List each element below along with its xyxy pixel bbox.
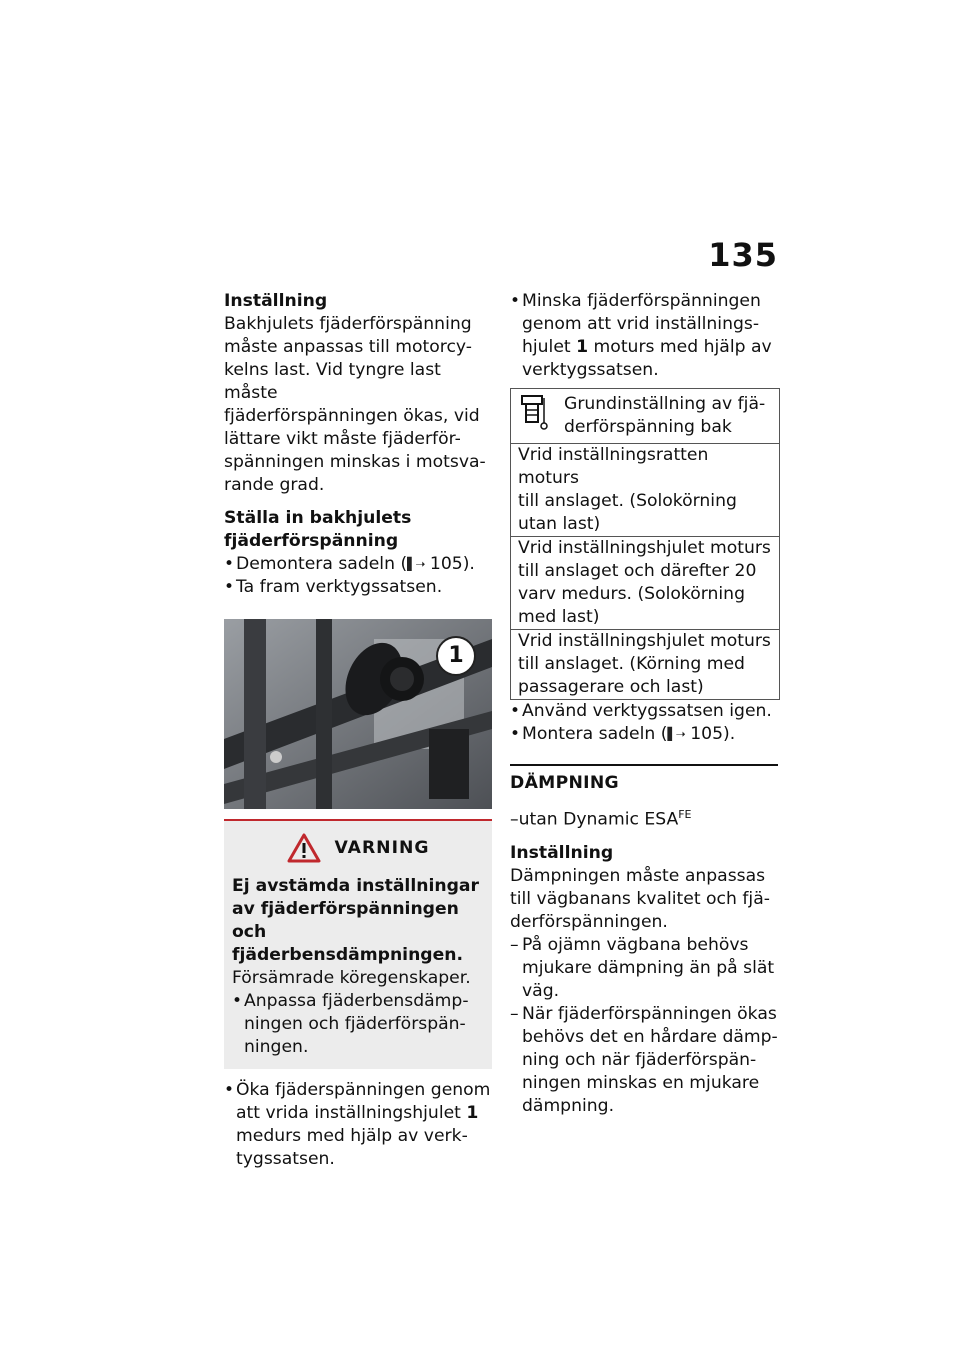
- figure-callout-1: 1: [436, 636, 476, 676]
- dash-item: – På ojämn vägbana behövs mjukare dämpning än på slät väg.: [510, 934, 778, 1003]
- reference-arrow-icon: ▌➝: [407, 557, 425, 571]
- table-row: Vrid inställningsratten moturs till anslaget. (Solokörning utan last): [511, 443, 779, 536]
- section-title-dampning: DÄMPNING: [510, 764, 778, 795]
- variant-note: –utan Dynamic $ESA^{FE}$: [510, 808, 692, 830]
- text-line: fjäderförspänningen ökas, vid: [224, 406, 480, 426]
- heading-line: Ställa in bakhjulets: [224, 508, 412, 528]
- warning-headline-line: Ej avstämda inställningar: [232, 876, 479, 896]
- warning-headline-line: av fjäderförspänningen och: [232, 899, 459, 942]
- section-heading-installning: Inställning: [224, 291, 328, 311]
- table-header-line: Grundinställning av fjä-: [564, 394, 766, 414]
- right-column: [510, 290, 778, 1118]
- preload-settings-table: [510, 388, 780, 700]
- part-ref-1: 1: [576, 337, 589, 357]
- left-column: [224, 290, 492, 1171]
- dash-item: – När fjäderförspänningen ökas behövs det en hårdare dämp- ning och när fjäderförspän- ningen minskas en mjukare dämpning.: [510, 1003, 778, 1118]
- step-get-toolkit: • Ta fram verktygssatsen.: [224, 576, 492, 599]
- warning-title: VARNING: [334, 838, 430, 858]
- text-line: lättare vikt måste fjäderför-: [224, 429, 461, 449]
- step-reuse-toolkit: • Använd verktygssatsen igen.: [510, 700, 778, 723]
- procedure-heading: [224, 507, 492, 553]
- heading-line: fjäderförspänning: [224, 531, 399, 551]
- text-line: måste anpassas till motorcy-: [224, 337, 472, 357]
- text-line: kelns last. Vid tyngre last måste: [224, 360, 441, 403]
- warning-header: [232, 833, 484, 863]
- reference-arrow-icon: ▌➝: [667, 727, 685, 741]
- text-line: spänningen minskas i motsva-: [224, 452, 486, 472]
- intro-paragraph: [224, 313, 492, 497]
- step-decrease-preload: • Minska fjäderförspänningen genom att vrid inställnings- hjulet 1 moturs med hjälp av verktygssatsen.: [510, 290, 778, 382]
- page-number: 135: [708, 236, 778, 274]
- table-row: Vrid inställningshjulet moturs till anslaget och därefter 20 varv medurs. (Solokörning med last): [511, 536, 779, 629]
- table-header: [511, 389, 779, 443]
- warning-consequence: Försämrade köregenskaper.: [232, 968, 471, 988]
- warning-box: [224, 819, 492, 1069]
- part-ref-1: 1: [466, 1103, 479, 1123]
- damping-paragraph: Dämpningen måste anpassas till vägbanans kvalitet och fjä- derförspänningen.: [510, 865, 770, 932]
- step-install-seat: • Montera sadeln (▌➝ 105).: [510, 723, 778, 746]
- section-heading-installning: Inställning: [510, 842, 614, 863]
- warning-headline-line: fjäderbensdämpningen.: [232, 945, 464, 965]
- warning-action: • Anpassa fjäderbensdämp- ningen och fjäderförspän- ningen.: [232, 990, 484, 1059]
- step-remove-seat: • Demontera sadeln (▌➝ 105).: [224, 553, 492, 576]
- text-line: Bakhjulets fjäderförspänning: [224, 314, 472, 334]
- table-header-line: derförspänning bak: [564, 417, 732, 437]
- step-increase-preload: • Öka fjäderspänningen genom att vrida inställningshjulet 1 medurs med hjälp av verk- tygssatsen.: [224, 1079, 492, 1171]
- warning-triangle-icon: [287, 833, 321, 863]
- adjuster-tool-icon: [518, 393, 552, 435]
- text-line: rande grad.: [224, 475, 325, 495]
- table-row: Vrid inställningshjulet moturs till anslaget. (Körning med passagerare och last): [511, 629, 779, 699]
